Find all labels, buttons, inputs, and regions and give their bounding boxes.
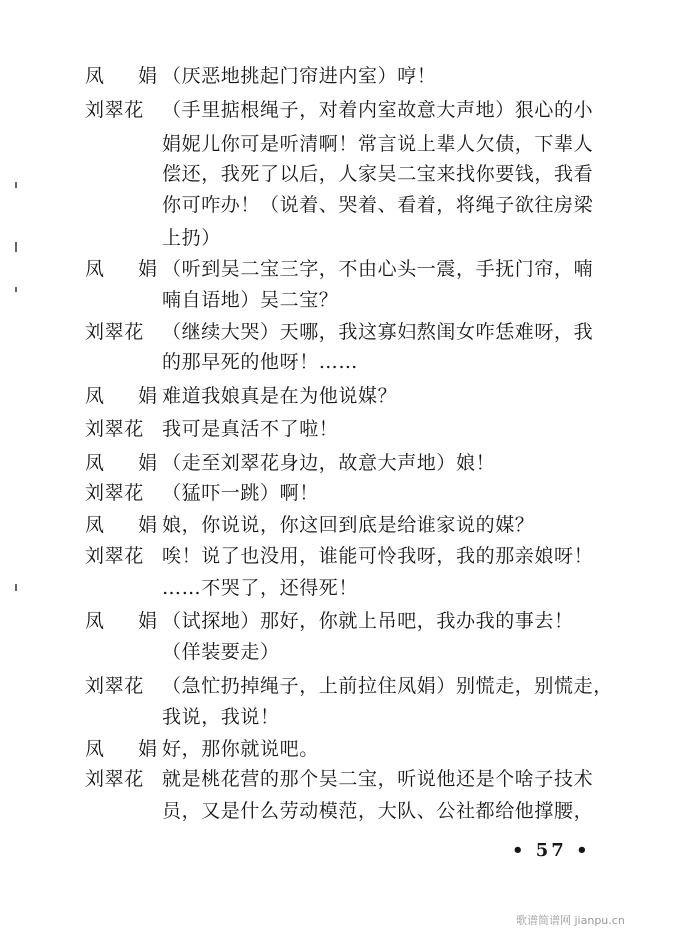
speaker-label: 凤 娟 [85,610,172,632]
dialogue-line: 喃自语地）吴二宝？ [162,289,339,311]
dialogue-line: （猛吓一跳）啊！ [162,482,319,504]
speaker-label: 刘翠花 [85,768,144,790]
dialogue-line: 的那早死的他呀！…… [162,351,359,373]
dialogue-line: 娟妮儿你可是听清啊！常言说上辈人欠债，下辈人 [162,133,594,155]
dialogue-line: 偿还，我死了以后，人家吴二宝来找你要钱，我看 [162,163,594,185]
speaker-label: 凤 娟 [85,65,172,87]
dialogue-line: （厌恶地挑起门帘进内室）哼！ [162,65,437,87]
dialogue-line: （手里掂根绳子，对着内室故意大声地）狠心的小 [162,99,594,121]
dialogue-line: （走至刘翠花身边，故意大声地）娘！ [162,452,496,474]
speaker-label: 凤 娟 [85,258,172,280]
page-number: • 57 • [512,840,591,861]
dialogue-line: 就是桃花营的那个吴二宝，听说他还是个啥子技术 [162,768,594,790]
dialogue-line: 难道我娘真是在为他说媒？ [162,385,398,407]
margin-speck [15,287,17,292]
speaker-label: 刘翠花 [85,99,144,121]
dialogue-line: 娘，你说说，你这回到底是给谁家说的媒？ [162,514,535,536]
dialogue-line: 上扔） [162,227,221,249]
margin-speck [15,182,17,188]
speaker-label: 刘翠花 [85,321,144,343]
dialogue-line: 唉！说了也没用，谁能可怜我呀，我的那亲娘呀！ [162,545,594,567]
dialogue-line: 你可咋办！（说着、哭着、看着，将绳子欲往房梁 [162,194,594,216]
speaker-label: 刘翠花 [85,545,144,567]
watermark: 歌谱简谱网 jianpu.cn [516,914,625,927]
margin-speck [15,584,17,591]
dialogue-line: 员，又是什么劳动模范，大队、公社都给他撑腰， [162,800,594,822]
dialogue-line: （急忙扔掉绳子，上前拉住凤娟）别慌走，别慌走， [162,675,613,697]
dialogue-line: 好，那你就说吧。 [162,738,319,760]
speaker-label: 刘翠花 [85,418,144,440]
dialogue-line: 我说，我说！ [162,706,280,728]
margin-speck [15,242,17,252]
speaker-label: 凤 娟 [85,514,172,536]
speaker-label: 刘翠花 [85,482,144,504]
dialogue-line: （听到吴二宝三字，不由心头一震，手抚门帘，喃 [162,258,594,280]
speaker-label: 凤 娟 [85,738,172,760]
dialogue-line: （试探地）那好，你就上吊吧，我办我的事去！ [162,610,574,632]
dialogue-line: （佯装要走） [162,641,280,663]
speaker-label: 凤 娟 [85,452,172,474]
dialogue-line: 我可是真活不了啦！ [162,418,339,440]
dialogue-line: ……不哭了，还得死！ [162,577,359,599]
dialogue-line: （继续大哭）天哪，我这寡妇熬闺女咋恁难呀，我 [162,321,594,343]
speaker-label: 凤 娟 [85,385,172,407]
speaker-label: 刘翠花 [85,675,144,697]
